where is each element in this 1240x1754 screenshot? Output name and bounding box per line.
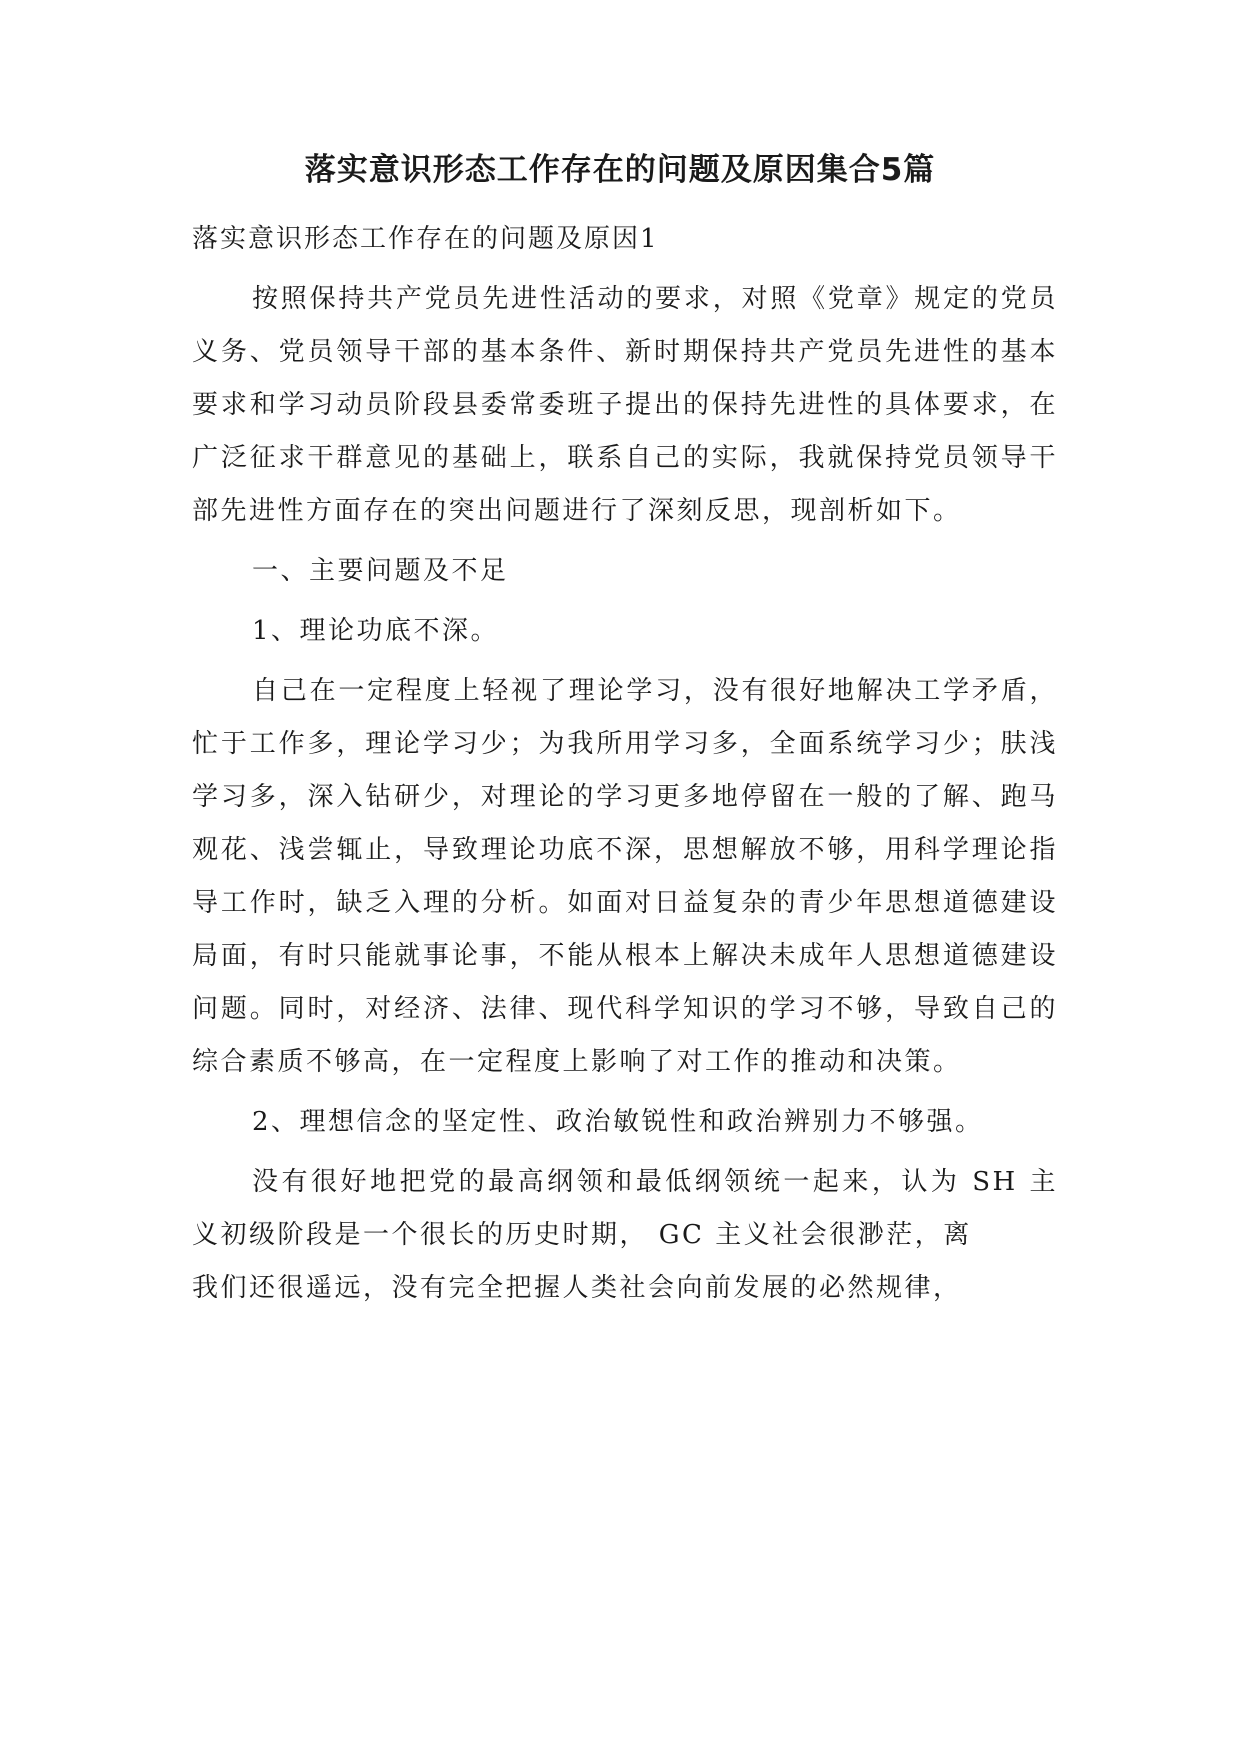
subheading-theory: 1、理论功底不深。	[252, 616, 500, 646]
document-body	[192, 273, 1058, 1315]
paragraph-continuation: 我们还很遥远，没有完全把握人类社会向前发展的必然规律，	[192, 1273, 962, 1303]
subheading-beliefs: 2、理想信念的坚定性、政治敏锐性和政治辨别力不够强。	[252, 1107, 984, 1137]
document-title: 落实意识形态工作存在的问题及原因集合5篇	[304, 152, 936, 188]
heading-main-problems: 一、主要问题及不足	[252, 556, 509, 586]
section-heading: 落实意识形态工作存在的问题及原因1	[192, 224, 659, 254]
paragraph-beliefs: 没有很好地把党的最高纲领和最低纲领统一起来，认为 SH 主义初级阶段是一个很长的历史时期， GC 主义社会很渺茫，离	[192, 1167, 1058, 1250]
paragraph-intro: 按照保持共产党员先进性活动的要求，对照《党章》规定的党员义务、党员领导干部的基本条件、新时期保持共产党员先进性的基本要求和学习动员阶段县委常委班子提出的保持先进性的具体要求，在广泛征求干群意见的基础上，联系自己的实际，我就保持党员领导干部先进性方面存在的突出问题进行了深刻反思，现剖析如下。	[192, 284, 1058, 526]
paragraph-theory: 自己在一定程度上轻视了理论学习，没有很好地解决工学矛盾，忙于工作多，理论学习少；为我所用学习多，全面系统学习少；肤浅学习多，深入钻研少，对理论的学习更多地停留在一般的了解、跑马观花、浅尝辄止，导致理论功底不深，思想解放不够，用科学理论指导工作时，缺乏入理的分析。如面对日益复杂的青少年思想道德建设局面，有时只能就事论事，不能从根本上解决未成年人思想道德建设问题。同时，对经济、法律、现代科学知识的学习不够，导致自己的综合素质不够高，在一定程度上影响了对工作的推动和决策。	[192, 676, 1058, 1077]
